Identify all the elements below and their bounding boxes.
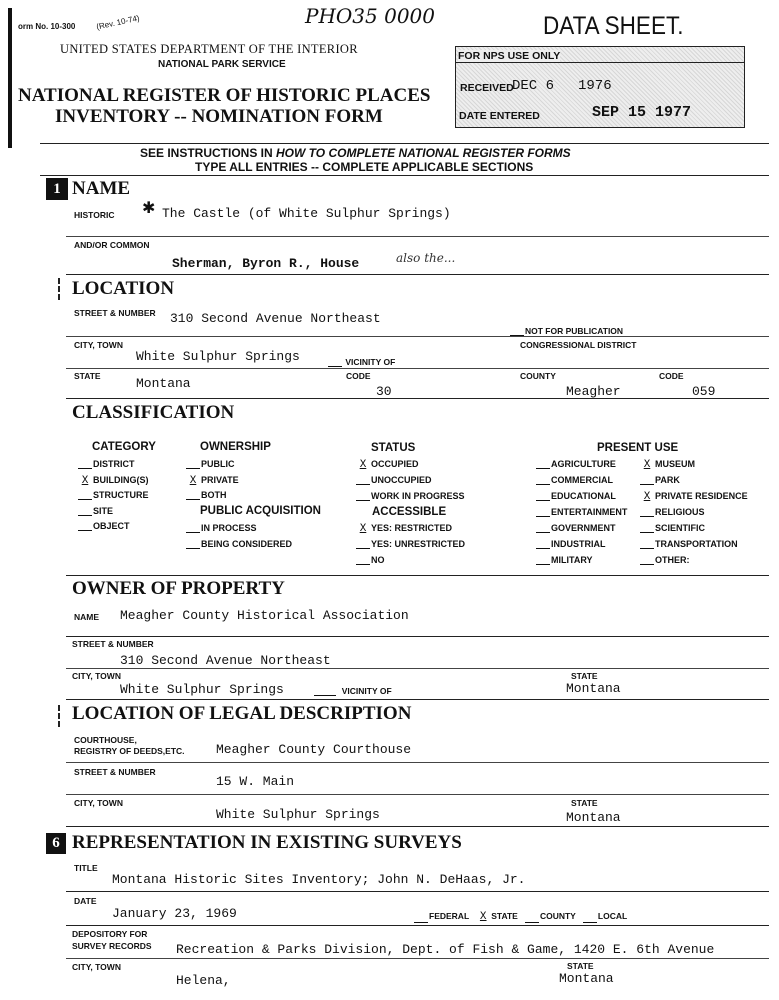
city-value: White Sulphur Springs — [136, 349, 300, 364]
survey-city-value: Helena, — [176, 973, 231, 988]
checkbox-option[interactable] — [536, 507, 627, 523]
option-label: COMMERCIAL — [551, 475, 613, 485]
owner-state-value: Montana — [566, 681, 621, 696]
instructions-line1: SEE INSTRUCTIONS IN HOW TO COMPLETE NATIONAL REGISTER FORMS — [140, 146, 571, 160]
option-label: GOVERNMENT — [551, 523, 616, 533]
common-label: AND/OR COMMON — [74, 240, 150, 250]
checkbox-option[interactable] — [640, 491, 748, 507]
checkbox-option[interactable] — [536, 459, 627, 475]
option-label: OTHER: — [655, 555, 690, 565]
option-label: OBJECT — [93, 521, 130, 531]
blank-mark — [186, 548, 200, 549]
section-heading-surveys: REPRESENTATION IN EXISTING SURVEYS — [72, 832, 462, 853]
option-label: UNOCCUPIED — [371, 475, 432, 485]
margin-bar — [8, 8, 12, 148]
date-entered-label: DATE ENTERED — [459, 110, 540, 122]
checked-mark: X — [81, 474, 89, 487]
option-label: STRUCTURE — [93, 490, 149, 500]
nps-box-label: FOR NPS USE ONLY — [458, 50, 561, 62]
survey-state-value: Montana — [559, 971, 614, 986]
accessible-list — [356, 523, 465, 571]
courthouse-label-1: COURTHOUSE, — [74, 735, 137, 745]
checkbox-option[interactable] — [356, 459, 465, 475]
depository-label-1: DEPOSITORY FOR — [72, 929, 148, 939]
legal-state-value: Montana — [566, 810, 621, 825]
blank-mark — [356, 484, 370, 485]
blank-mark — [78, 515, 92, 516]
data-sheet-stamp: DATA SHEET. — [543, 12, 684, 40]
common-handwritten-note: also the... — [396, 251, 456, 265]
checked-mark: X — [359, 523, 367, 535]
section-number-1: 1 — [46, 178, 68, 200]
option-label: INDUSTRIAL — [551, 539, 606, 549]
option-label: NO — [371, 555, 385, 565]
county-value: Meagher — [566, 384, 621, 399]
blank-mark — [640, 516, 654, 517]
checkbox-option[interactable] — [78, 459, 149, 475]
city-label: CITY, TOWN — [74, 340, 123, 350]
survey-title-label: TITLE — [74, 863, 98, 873]
survey-city-label: CITY, TOWN — [72, 962, 121, 972]
depository-value: Recreation & Parks Division, Dept. of Fish & Game, 1420 E. 6th Avenue — [176, 942, 715, 957]
not-for-publication: NOT FOR PUBLICATION — [510, 326, 623, 336]
legal-city-label: CITY, TOWN — [74, 798, 123, 808]
public-acquisition-heading: PUBLIC ACQUISITION — [200, 505, 321, 517]
blank-mark — [536, 548, 550, 549]
option-label: ENTERTAINMENT — [551, 507, 628, 517]
present-use-list-1 — [536, 459, 627, 571]
option-label: BEING CONSIDERED — [201, 539, 293, 549]
blank-mark — [640, 564, 654, 565]
blank-mark — [640, 484, 654, 485]
blank-mark — [536, 564, 550, 565]
street-label: STREET & NUMBER — [74, 308, 156, 318]
option-label: YES: RESTRICTED — [371, 523, 453, 533]
blank-mark — [78, 530, 92, 531]
street-value: 310 Second Avenue Northeast — [170, 311, 381, 326]
option-label: RELIGIOUS — [655, 507, 705, 517]
checkbox-option[interactable] — [186, 475, 239, 491]
checkbox-option[interactable] — [186, 490, 239, 506]
checkbox-option[interactable] — [78, 475, 149, 491]
section-heading-classification: CLASSIFICATION — [72, 402, 235, 423]
received-year: 1976 — [578, 78, 612, 94]
checkbox-option[interactable] — [536, 539, 627, 555]
section-heading-name: NAME — [72, 178, 131, 199]
option-label: IN PROCESS — [201, 523, 257, 533]
section-heading-legal: LOCATION OF LEGAL DESCRIPTION — [72, 703, 412, 724]
checkbox-option[interactable] — [536, 475, 627, 491]
owner-name-value: Meagher County Historical Association — [120, 608, 409, 623]
historic-name: The Castle (of White Sulphur Springs) — [162, 206, 451, 221]
checked-mark: X — [643, 491, 651, 503]
status-heading: STATUS — [371, 442, 416, 454]
blank-mark — [186, 499, 200, 500]
received-label: RECEIVED — [460, 82, 514, 94]
present-use-heading: PRESENT USE — [597, 442, 679, 454]
state-value: Montana — [136, 376, 191, 391]
option-label: MUSEUM — [655, 459, 695, 469]
date-entered-value: SEP 15 1977 — [592, 104, 692, 121]
checked-mark: X — [189, 474, 197, 487]
checkbox-option[interactable] — [186, 539, 292, 555]
option-label: PRIVATE RESIDENCE — [655, 491, 748, 501]
blank-mark — [356, 500, 370, 501]
checkbox-option[interactable] — [640, 555, 748, 571]
county-label: COUNTY — [520, 371, 556, 381]
section-number-6: 6 — [46, 833, 66, 854]
blank-mark — [356, 548, 370, 549]
blank-mark — [536, 532, 550, 533]
blank-mark — [78, 468, 92, 469]
courthouse-label-2: REGISTRY OF DEEDS,ETC. — [74, 746, 185, 756]
survey-level-options: FEDERAL X STATE COUNTY LOCAL — [414, 911, 627, 923]
common-name: Sherman, Byron R., House — [172, 256, 360, 271]
acquisition-list — [186, 523, 292, 555]
owner-street-label: STREET & NUMBER — [72, 639, 154, 649]
checkbox-option[interactable] — [356, 539, 465, 555]
blank-mark — [536, 500, 550, 501]
category-list — [78, 459, 149, 537]
checked-mark: X — [359, 459, 367, 471]
checkbox-option[interactable] — [640, 459, 748, 475]
checkbox-option[interactable] — [356, 523, 465, 539]
ownership-list — [186, 459, 239, 506]
blank-mark — [356, 564, 370, 565]
checked-mark: X — [643, 459, 651, 471]
checkbox-option[interactable] — [640, 507, 748, 523]
option-label: OCCUPIED — [371, 459, 419, 469]
option-label: YES: UNRESTRICTED — [371, 539, 466, 549]
checkbox-option[interactable] — [536, 491, 627, 507]
depository-label-2: SURVEY RECORDS — [72, 941, 152, 951]
owner-vicinity: VICINITY OF — [314, 686, 392, 696]
option-label: EDUCATIONAL — [551, 491, 616, 501]
section-heading-owner: OWNER OF PROPERTY — [72, 578, 285, 599]
present-use-list-2 — [640, 459, 748, 571]
state-label: STATE — [74, 371, 101, 381]
form-title-2: INVENTORY -- NOMINATION FORM — [55, 106, 383, 127]
legal-state-label: STATE — [571, 798, 598, 808]
checkbox-option[interactable] — [186, 459, 239, 475]
survey-state-label: STATE — [567, 961, 594, 971]
checkbox-option[interactable] — [356, 491, 465, 507]
blank-mark — [536, 468, 550, 469]
service: NATIONAL PARK SERVICE — [158, 59, 286, 70]
accessible-heading: ACCESSIBLE — [372, 506, 447, 518]
checkbox-option[interactable] — [78, 490, 149, 506]
option-label: PRIVATE — [201, 474, 239, 485]
form-number: orm No. 10-300 — [18, 22, 76, 31]
blank-mark — [640, 548, 654, 549]
historic-label: HISTORIC — [74, 210, 115, 220]
code2-label: CODE — [659, 371, 684, 381]
option-label: PARK — [655, 475, 680, 485]
blank-mark — [536, 484, 550, 485]
option-label: TRANSPORTATION — [655, 539, 738, 549]
state-code: 30 — [376, 384, 392, 399]
handwritten-code: PHO35 0000 — [305, 4, 435, 28]
owner-state-label: STATE — [571, 671, 598, 681]
courthouse-value: Meagher County Courthouse — [216, 742, 412, 757]
vicinity-of: VICINITY OF — [328, 357, 395, 367]
checkbox-option[interactable] — [640, 539, 748, 555]
checkbox-option[interactable] — [536, 555, 627, 571]
owner-city-value: White Sulphur Springs — [120, 682, 284, 697]
blank-mark — [640, 532, 654, 533]
blank-mark — [186, 532, 200, 533]
survey-date-value: January 23, 1969 — [112, 906, 237, 921]
checkbox-option[interactable] — [356, 555, 465, 571]
received-date: DEC 6 — [512, 78, 555, 94]
owner-street-value: 310 Second Avenue Northeast — [120, 653, 331, 668]
survey-title-value: Montana Historic Sites Inventory; John N. DeHaas, Jr. — [112, 872, 526, 887]
section-heading-location: LOCATION — [72, 278, 175, 299]
county-code: 059 — [692, 384, 716, 399]
blank-mark — [78, 499, 92, 500]
survey-date-label: DATE — [74, 896, 97, 906]
checkbox-option[interactable] — [356, 475, 465, 491]
code-label: CODE — [346, 371, 371, 381]
checkbox-option[interactable] — [78, 521, 149, 537]
option-label: SITE — [93, 505, 114, 516]
form-title-1: NATIONAL REGISTER OF HISTORIC PLACES — [18, 85, 431, 106]
blank-mark — [186, 468, 200, 469]
option-label: DISTRICT — [93, 459, 135, 469]
checkbox-option[interactable] — [536, 523, 627, 539]
owner-city-label: CITY, TOWN — [72, 671, 121, 681]
option-label: MILITARY — [551, 555, 593, 565]
owner-name-label: NAME — [74, 612, 100, 622]
legal-street-label: STREET & NUMBER — [74, 767, 156, 777]
checkbox-option[interactable] — [640, 475, 748, 491]
status-list — [356, 459, 465, 507]
checkbox-option[interactable] — [186, 523, 292, 539]
form-revision: (Rev. 10-74) — [95, 13, 141, 32]
department: UNITED STATES DEPARTMENT OF THE INTERIOR — [60, 42, 358, 56]
option-label: PUBLIC — [201, 459, 235, 469]
legal-street-value: 15 W. Main — [216, 774, 295, 789]
option-label: WORK IN PROGRESS — [371, 491, 465, 501]
instructions-line2: TYPE ALL ENTRIES -- COMPLETE APPLICABLE SECTIONS — [195, 160, 534, 174]
option-label: BUILDING(S) — [93, 474, 149, 485]
option-label: AGRICULTURE — [551, 459, 616, 469]
blank-mark — [536, 516, 550, 517]
category-heading: CATEGORY — [92, 441, 156, 453]
legal-city-value: White Sulphur Springs — [216, 807, 380, 822]
checkbox-option[interactable] — [78, 506, 149, 522]
asterisk-mark: ✱ — [142, 200, 156, 217]
congressional-district-label: CONGRESSIONAL DISTRICT — [520, 340, 637, 350]
option-label: SCIENTIFIC — [655, 523, 706, 533]
option-label: BOTH — [201, 490, 227, 500]
ownership-heading: OWNERSHIP — [200, 441, 271, 453]
checkbox-option[interactable] — [640, 523, 748, 539]
